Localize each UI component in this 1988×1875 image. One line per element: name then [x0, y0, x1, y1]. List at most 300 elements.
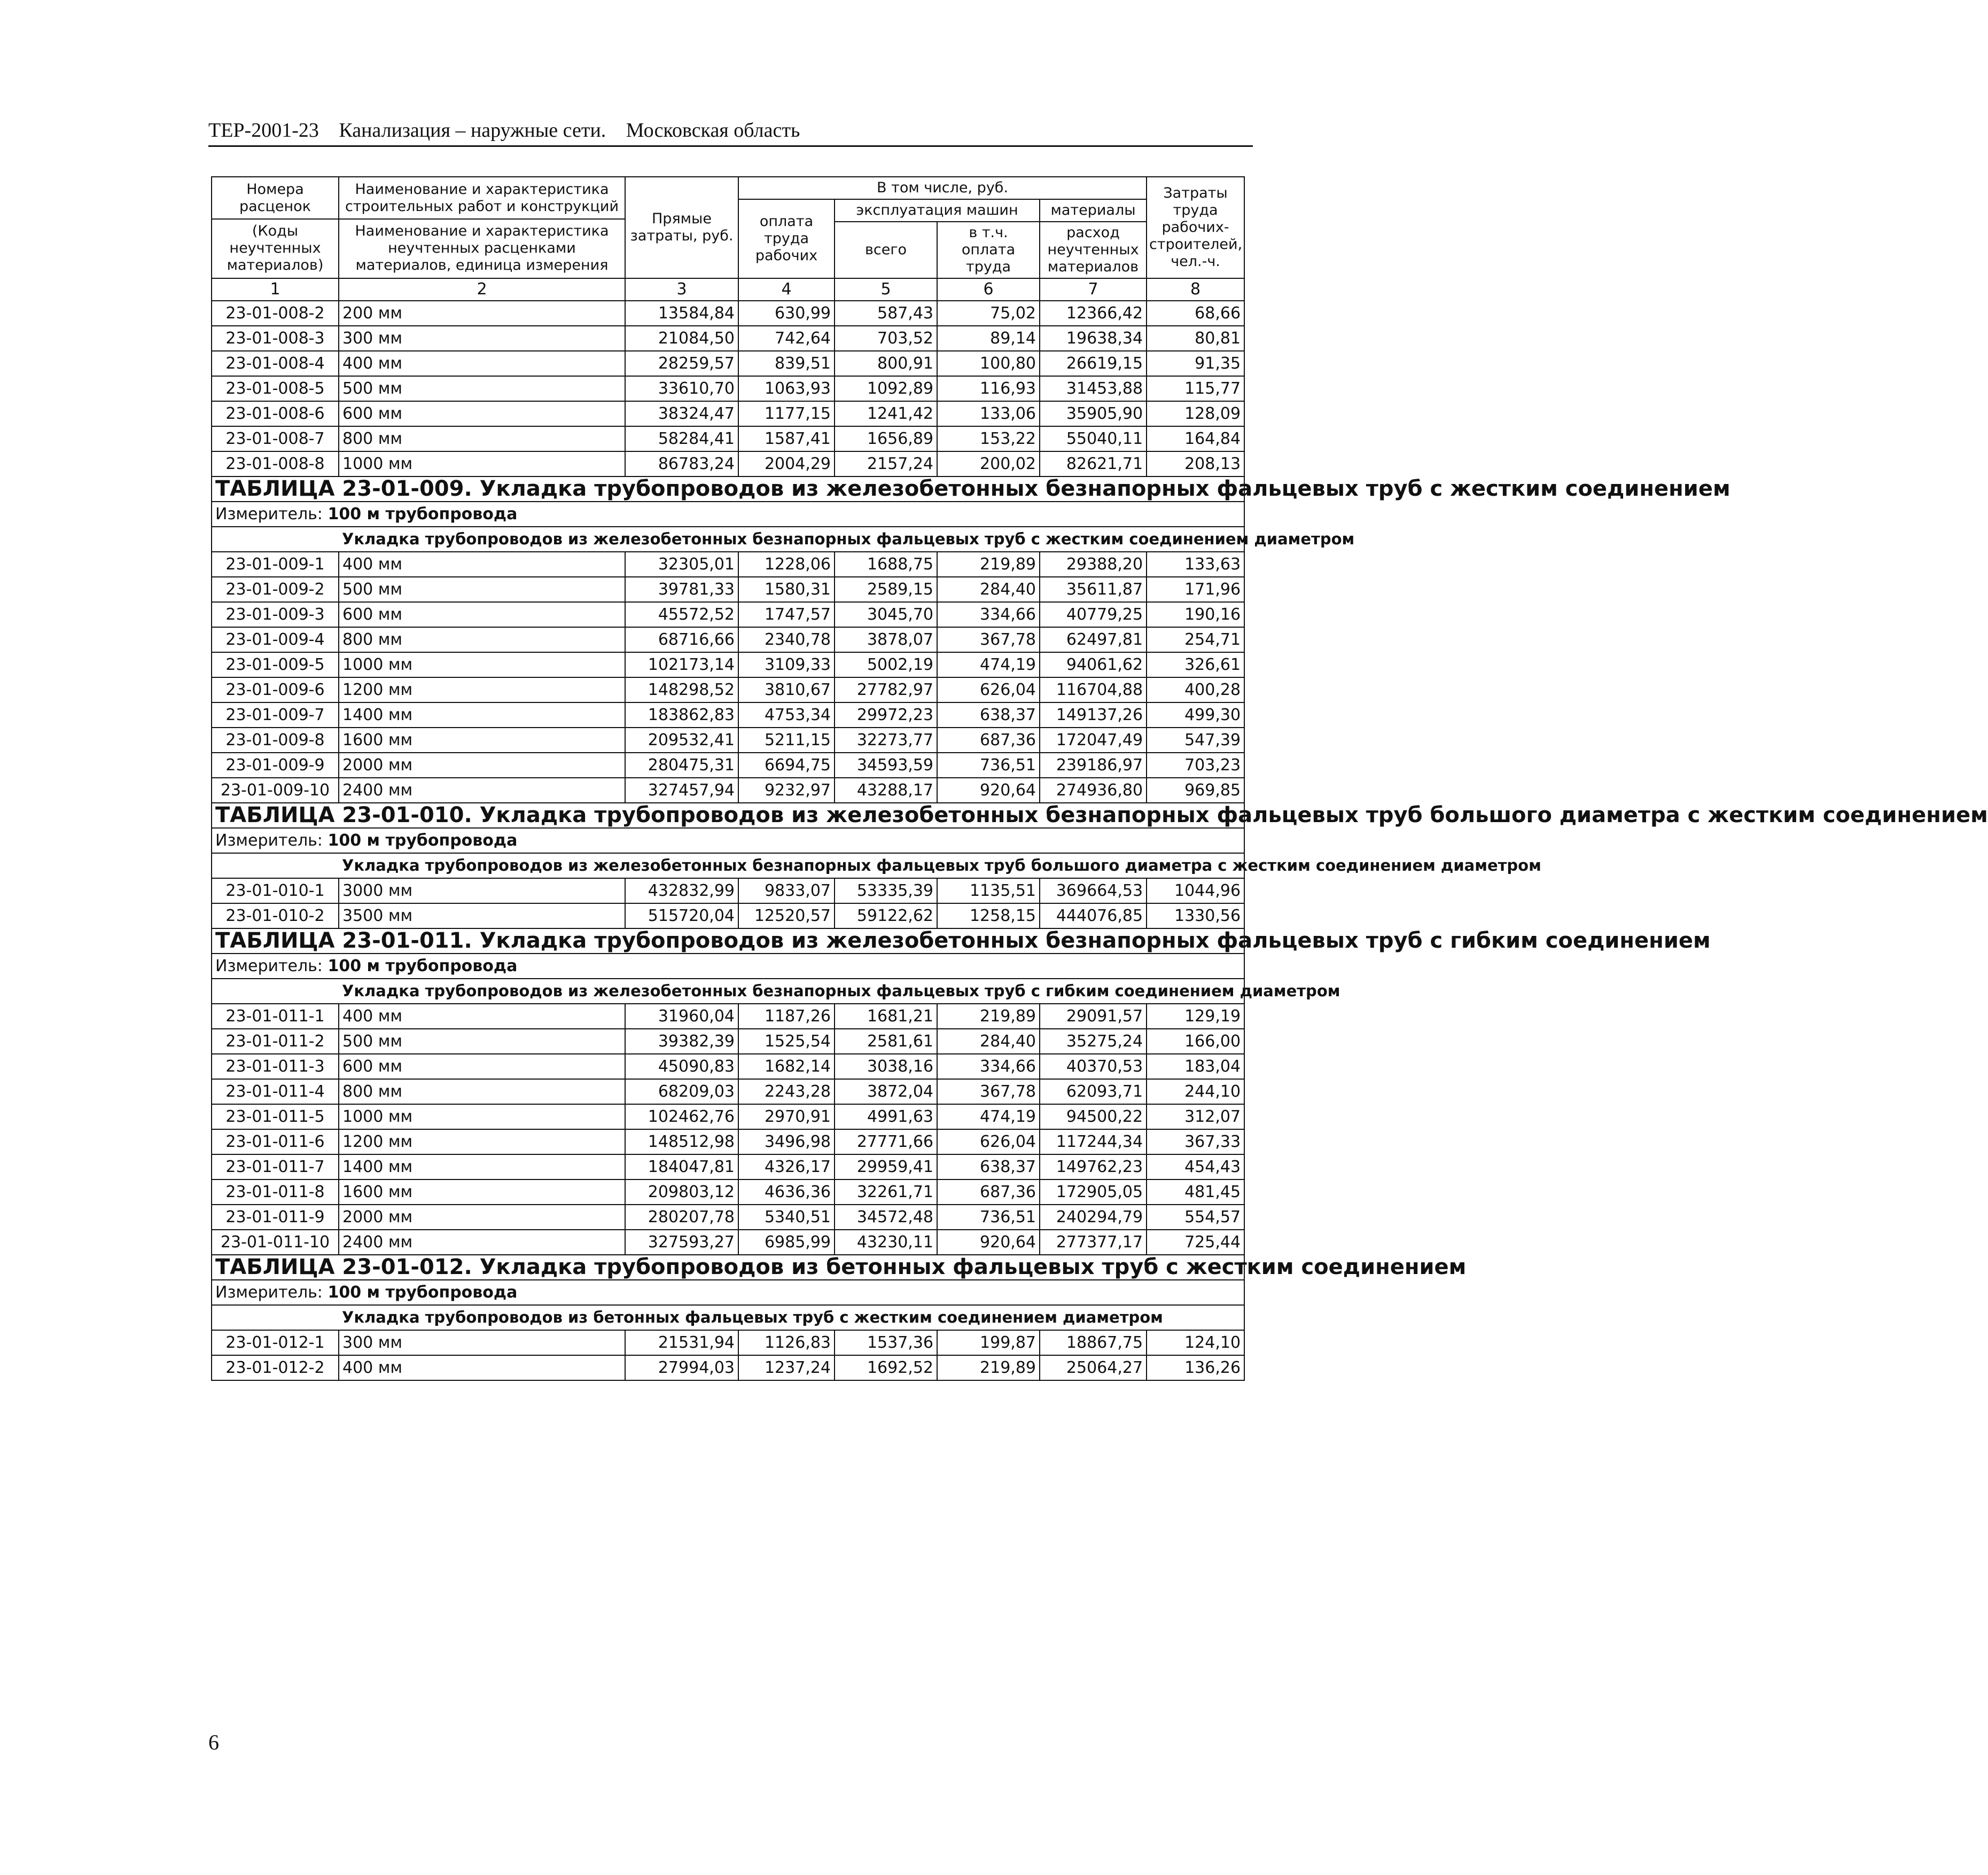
cell-mach-labor: 736,51 — [937, 753, 1040, 778]
measure-row — [212, 828, 1244, 853]
cell-hours: 481,45 — [1147, 1179, 1244, 1205]
table-title: ТАБЛИЦА 23-01-012. Укладка трубопроводов из бетонных фальцевых труб с жестким соединением — [212, 1255, 1244, 1280]
cell-name: 1200 мм — [339, 677, 625, 702]
cell-materials: 62093,71 — [1040, 1079, 1147, 1104]
table-title: ТАБЛИЦА 23-01-009. Укладка трубопроводов из железобетонных безнапорных фальцевых труб с жестким соединением — [212, 476, 1244, 502]
cell-code: 23-01-009-9 — [212, 753, 339, 778]
cell-materials: 35611,87 — [1040, 577, 1147, 602]
cell-direct: 280207,78 — [625, 1205, 738, 1230]
cell-materials: 18867,75 — [1040, 1330, 1147, 1355]
table-row — [212, 451, 1244, 476]
header-col1 — [212, 177, 339, 278]
column-number: 8 — [1147, 278, 1244, 301]
cell-code: 23-01-009-10 — [212, 778, 339, 803]
cell-hours: 725,44 — [1147, 1230, 1244, 1255]
cell-labor: 1237,24 — [738, 1355, 835, 1380]
cell-mach-total: 4991,63 — [835, 1104, 937, 1129]
cell-direct: 432832,99 — [625, 878, 738, 903]
cell-hours: 136,26 — [1147, 1355, 1244, 1380]
cell-materials: 31453,88 — [1040, 376, 1147, 401]
cell-labor: 4636,36 — [738, 1179, 835, 1205]
cell-hours: 326,61 — [1147, 652, 1244, 677]
cell-code: 23-01-012-2 — [212, 1355, 339, 1380]
cell-hours: 133,63 — [1147, 552, 1244, 577]
table-title-row — [212, 1255, 1244, 1280]
cell-code: 23-01-009-8 — [212, 728, 339, 753]
section-spacer — [212, 979, 339, 1004]
cell-name: 300 мм — [339, 1330, 625, 1355]
cell-code: 23-01-009-5 — [212, 652, 339, 677]
cell-name: 1600 мм — [339, 1179, 625, 1205]
cell-materials: 82621,71 — [1040, 451, 1147, 476]
cell-name: 400 мм — [339, 351, 625, 376]
header-machines-group: эксплуатация машин — [835, 199, 1040, 222]
cell-mach-total: 43230,11 — [835, 1230, 937, 1255]
cell-mach-labor: 100,80 — [937, 351, 1040, 376]
cell-name: 800 мм — [339, 1079, 625, 1104]
measure-value: 100 м трубопровода — [328, 1283, 518, 1302]
table-row — [212, 1029, 1244, 1054]
cell-mach-labor: 920,64 — [937, 778, 1040, 803]
section-heading: Укладка трубопроводов из железобетонных безнапорных фальцевых труб с жестким соединением диаметром — [339, 527, 1244, 552]
cell-mach-labor: 219,89 — [937, 552, 1040, 577]
cell-materials: 277377,17 — [1040, 1230, 1147, 1255]
cell-materials: 444076,85 — [1040, 903, 1147, 928]
cell-code: 23-01-008-5 — [212, 376, 339, 401]
cell-mach-total: 3872,04 — [835, 1079, 937, 1104]
cell-mach-labor: 638,37 — [937, 1154, 1040, 1179]
cell-labor: 9833,07 — [738, 878, 835, 903]
cell-labor: 5211,15 — [738, 728, 835, 753]
cell-hours: 400,28 — [1147, 677, 1244, 702]
cell-hours: 68,66 — [1147, 301, 1244, 326]
cell-name: 1400 мм — [339, 702, 625, 728]
cell-materials: 29091,57 — [1040, 1004, 1147, 1029]
table-row — [212, 903, 1244, 928]
cell-name: 2000 мм — [339, 1205, 625, 1230]
cell-direct: 45090,83 — [625, 1054, 738, 1079]
cell-code: 23-01-008-4 — [212, 351, 339, 376]
cell-direct: 39382,39 — [625, 1029, 738, 1054]
cell-direct: 32305,01 — [625, 552, 738, 577]
cell-materials: 239186,97 — [1040, 753, 1147, 778]
cell-mach-total: 3038,16 — [835, 1054, 937, 1079]
cell-labor: 1063,93 — [738, 376, 835, 401]
header-col8: Затраты труда рабочих-строителей, чел.-ч. — [1147, 177, 1244, 278]
cell-mach-total: 43288,17 — [835, 778, 937, 803]
cell-materials: 35905,90 — [1040, 401, 1147, 426]
section-heading: Укладка трубопроводов из железобетонных безнапорных фальцевых труб с гибким соединением диаметром — [339, 979, 1244, 1004]
measure-line — [212, 1280, 1244, 1305]
table-row — [212, 376, 1244, 401]
cell-direct: 209803,12 — [625, 1179, 738, 1205]
cell-code: 23-01-011-6 — [212, 1129, 339, 1154]
cell-hours: 969,85 — [1147, 778, 1244, 803]
cell-labor: 12520,57 — [738, 903, 835, 928]
cell-code: 23-01-010-1 — [212, 878, 339, 903]
cell-mach-labor: 367,78 — [937, 627, 1040, 652]
cell-labor: 2970,91 — [738, 1104, 835, 1129]
header-col2 — [339, 177, 625, 278]
cell-labor: 630,99 — [738, 301, 835, 326]
cell-materials: 274936,80 — [1040, 778, 1147, 803]
cell-mach-labor: 736,51 — [937, 1205, 1040, 1230]
cell-mach-labor: 367,78 — [937, 1079, 1040, 1104]
cell-name: 3500 мм — [339, 903, 625, 928]
cell-materials: 117244,34 — [1040, 1129, 1147, 1154]
header-col1-top: Номера расценок — [212, 178, 338, 220]
table-row — [212, 1004, 1244, 1029]
cell-mach-total: 2157,24 — [835, 451, 937, 476]
cell-materials: 240294,79 — [1040, 1205, 1147, 1230]
cell-mach-labor: 75,02 — [937, 301, 1040, 326]
cell-hours: 1044,96 — [1147, 878, 1244, 903]
column-number: 1 — [212, 278, 339, 301]
cell-labor: 1525,54 — [738, 1029, 835, 1054]
page-number: 6 — [208, 1730, 219, 1754]
cell-labor: 4753,34 — [738, 702, 835, 728]
header-incl-group: В том числе, руб. — [738, 177, 1147, 199]
cell-mach-total: 32261,71 — [835, 1179, 937, 1205]
cell-mach-total: 2581,61 — [835, 1029, 937, 1054]
table-title-row — [212, 476, 1244, 502]
cell-hours: 171,96 — [1147, 577, 1244, 602]
cell-materials: 29388,20 — [1040, 552, 1147, 577]
cell-hours: 554,57 — [1147, 1205, 1244, 1230]
cell-direct: 21531,94 — [625, 1330, 738, 1355]
header-col5: всего — [835, 222, 937, 278]
cell-labor: 3810,67 — [738, 677, 835, 702]
cell-code: 23-01-012-1 — [212, 1330, 339, 1355]
cell-mach-total: 1241,42 — [835, 401, 937, 426]
cell-materials: 19638,34 — [1040, 326, 1147, 351]
cell-code: 23-01-011-4 — [212, 1079, 339, 1104]
cell-name: 600 мм — [339, 401, 625, 426]
cell-mach-labor: 687,36 — [937, 728, 1040, 753]
cell-direct: 102173,14 — [625, 652, 738, 677]
measure-line — [212, 502, 1244, 527]
cell-labor: 839,51 — [738, 351, 835, 376]
cell-labor: 5340,51 — [738, 1205, 835, 1230]
cell-mach-total: 703,52 — [835, 326, 937, 351]
column-number: 7 — [1040, 278, 1147, 301]
cell-code: 23-01-009-2 — [212, 577, 339, 602]
cell-labor: 6985,99 — [738, 1230, 835, 1255]
cell-direct: 38324,47 — [625, 401, 738, 426]
measure-value: 100 м трубопровода — [328, 957, 518, 975]
cell-mach-total: 53335,39 — [835, 878, 937, 903]
cell-hours: 91,35 — [1147, 351, 1244, 376]
cell-mach-total: 2589,15 — [835, 577, 937, 602]
cell-mach-total: 1681,21 — [835, 1004, 937, 1029]
cell-mach-labor: 334,66 — [937, 1054, 1040, 1079]
cell-code: 23-01-011-9 — [212, 1205, 339, 1230]
cell-mach-labor: 116,93 — [937, 376, 1040, 401]
cell-mach-labor: 626,04 — [937, 1129, 1040, 1154]
cell-code: 23-01-009-3 — [212, 602, 339, 627]
cell-name: 200 мм — [339, 301, 625, 326]
cell-mach-labor: 1135,51 — [937, 878, 1040, 903]
table-title: ТАБЛИЦА 23-01-010. Укладка трубопроводов из железобетонных безнапорных фальцевых труб большого диаметра с жестким соединением — [212, 803, 1244, 828]
cell-hours: 124,10 — [1147, 1330, 1244, 1355]
cell-labor: 1587,41 — [738, 426, 835, 451]
section-heading-row — [212, 853, 1244, 878]
cell-name: 1400 мм — [339, 1154, 625, 1179]
cell-mach-labor: 474,19 — [937, 1104, 1040, 1129]
cell-materials: 26619,15 — [1040, 351, 1147, 376]
cell-hours: 166,00 — [1147, 1029, 1244, 1054]
cell-mach-labor: 89,14 — [937, 326, 1040, 351]
cell-mach-labor: 284,40 — [937, 577, 1040, 602]
column-number: 4 — [738, 278, 835, 301]
cell-code: 23-01-011-7 — [212, 1154, 339, 1179]
column-number: 5 — [835, 278, 937, 301]
rates-document — [211, 176, 1988, 1381]
cell-hours: 208,13 — [1147, 451, 1244, 476]
cell-materials: 116704,88 — [1040, 677, 1147, 702]
column-number: 3 — [625, 278, 738, 301]
cell-name: 400 мм — [339, 552, 625, 577]
cell-name: 2000 мм — [339, 753, 625, 778]
cell-hours: 80,81 — [1147, 326, 1244, 351]
cell-materials: 35275,24 — [1040, 1029, 1147, 1054]
table-row — [212, 753, 1244, 778]
cell-name: 3000 мм — [339, 878, 625, 903]
page-header — [208, 119, 1253, 147]
cell-labor: 6694,75 — [738, 753, 835, 778]
cell-name: 400 мм — [339, 1004, 625, 1029]
cell-mach-labor: 920,64 — [937, 1230, 1040, 1255]
section-spacer — [212, 527, 339, 552]
cell-direct: 102462,76 — [625, 1104, 738, 1129]
cell-mach-labor: 474,19 — [937, 652, 1040, 677]
cell-mach-total: 1688,75 — [835, 552, 937, 577]
table-row — [212, 1230, 1244, 1255]
cell-direct: 327457,94 — [625, 778, 738, 803]
column-numbers-row — [212, 278, 1244, 301]
cell-hours: 499,30 — [1147, 702, 1244, 728]
cell-direct: 28259,57 — [625, 351, 738, 376]
cell-code: 23-01-009-4 — [212, 627, 339, 652]
cell-materials: 40779,25 — [1040, 602, 1147, 627]
measure-label: Измеритель: — [215, 1283, 323, 1302]
section-heading-row — [212, 1305, 1244, 1330]
cell-hours: 244,10 — [1147, 1079, 1244, 1104]
cell-mach-total: 27771,66 — [835, 1129, 937, 1154]
header-materials-group: материалы — [1040, 199, 1147, 222]
cell-name: 1000 мм — [339, 1104, 625, 1129]
table-row — [212, 1129, 1244, 1154]
cell-hours: 164,84 — [1147, 426, 1244, 451]
cell-name: 2400 мм — [339, 778, 625, 803]
cell-name: 400 мм — [339, 1355, 625, 1380]
table-row — [212, 552, 1244, 577]
cell-mach-labor: 199,87 — [937, 1330, 1040, 1355]
header-col2-top: Наименование и характеристика строительных работ и конструкций — [339, 178, 625, 220]
cell-direct: 21084,50 — [625, 326, 738, 351]
cell-hours: 128,09 — [1147, 401, 1244, 426]
cell-direct: 27994,03 — [625, 1355, 738, 1380]
doc-region: Московская область — [626, 119, 800, 142]
cell-name: 600 мм — [339, 602, 625, 627]
cell-name: 500 мм — [339, 376, 625, 401]
cell-direct: 280475,31 — [625, 753, 738, 778]
table-title-row — [212, 803, 1244, 828]
cell-direct: 515720,04 — [625, 903, 738, 928]
cell-mach-total: 587,43 — [835, 301, 937, 326]
cell-mach-total: 1092,89 — [835, 376, 937, 401]
cell-mach-total: 5002,19 — [835, 652, 937, 677]
cell-labor: 2243,28 — [738, 1079, 835, 1104]
table-row — [212, 1079, 1244, 1104]
doc-subject: Канализация – наружные сети. — [339, 119, 606, 142]
cell-mach-labor: 219,89 — [937, 1004, 1040, 1029]
table-row — [212, 301, 1244, 326]
cell-labor: 9232,97 — [738, 778, 835, 803]
cell-code: 23-01-009-7 — [212, 702, 339, 728]
cell-direct: 327593,27 — [625, 1230, 738, 1255]
cell-labor: 1177,15 — [738, 401, 835, 426]
rates-table — [211, 176, 1988, 1381]
cell-hours: 183,04 — [1147, 1054, 1244, 1079]
table-row — [212, 702, 1244, 728]
section-spacer — [212, 853, 339, 878]
cell-hours: 703,23 — [1147, 753, 1244, 778]
cell-code: 23-01-010-2 — [212, 903, 339, 928]
cell-hours: 129,19 — [1147, 1004, 1244, 1029]
cell-code: 23-01-009-1 — [212, 552, 339, 577]
table-row — [212, 351, 1244, 376]
table-row — [212, 652, 1244, 677]
table-row — [212, 1104, 1244, 1129]
cell-hours: 547,39 — [1147, 728, 1244, 753]
measure-line — [212, 954, 1244, 979]
cell-mach-labor: 334,66 — [937, 602, 1040, 627]
cell-materials: 172047,49 — [1040, 728, 1147, 753]
cell-direct: 68209,03 — [625, 1079, 738, 1104]
section-heading-row — [212, 527, 1244, 552]
cell-code: 23-01-008-6 — [212, 401, 339, 426]
cell-name: 300 мм — [339, 326, 625, 351]
column-number: 6 — [937, 278, 1040, 301]
cell-labor: 1228,06 — [738, 552, 835, 577]
cell-mach-labor: 219,89 — [937, 1355, 1040, 1380]
cell-direct: 86783,24 — [625, 451, 738, 476]
cell-materials: 40370,53 — [1040, 1054, 1147, 1079]
measure-label: Измеритель: — [215, 957, 323, 975]
cell-code: 23-01-009-6 — [212, 677, 339, 702]
cell-code: 23-01-011-1 — [212, 1004, 339, 1029]
header-col6: в т.ч. оплата труда — [937, 222, 1040, 278]
cell-labor: 2340,78 — [738, 627, 835, 652]
cell-materials: 55040,11 — [1040, 426, 1147, 451]
cell-materials: 369664,53 — [1040, 878, 1147, 903]
cell-mach-total: 59122,62 — [835, 903, 937, 928]
cell-hours: 454,43 — [1147, 1154, 1244, 1179]
cell-mach-labor: 1258,15 — [937, 903, 1040, 928]
cell-mach-labor: 687,36 — [937, 1179, 1040, 1205]
cell-materials: 94500,22 — [1040, 1104, 1147, 1129]
cell-name: 800 мм — [339, 426, 625, 451]
cell-labor: 1126,83 — [738, 1330, 835, 1355]
cell-mach-total: 34593,59 — [835, 753, 937, 778]
cell-code: 23-01-008-8 — [212, 451, 339, 476]
cell-direct: 39781,33 — [625, 577, 738, 602]
table-title: ТАБЛИЦА 23-01-011. Укладка трубопроводов из железобетонных безнапорных фальцевых труб с гибким соединением — [212, 928, 1244, 954]
table-row — [212, 602, 1244, 627]
measure-label: Измеритель: — [215, 505, 323, 524]
cell-mach-total: 3045,70 — [835, 602, 937, 627]
cell-code: 23-01-008-3 — [212, 326, 339, 351]
table-title-row — [212, 928, 1244, 954]
section-heading: Укладка трубопроводов из бетонных фальцевых труб с жестким соединением диаметром — [339, 1305, 1244, 1330]
cell-hours: 115,77 — [1147, 376, 1244, 401]
cell-direct: 31960,04 — [625, 1004, 738, 1029]
cell-direct: 58284,41 — [625, 426, 738, 451]
cell-mach-labor: 200,02 — [937, 451, 1040, 476]
cell-labor: 2004,29 — [738, 451, 835, 476]
cell-mach-total: 1656,89 — [835, 426, 937, 451]
cell-name: 500 мм — [339, 577, 625, 602]
column-number: 2 — [339, 278, 625, 301]
cell-direct: 184047,81 — [625, 1154, 738, 1179]
table-row — [212, 677, 1244, 702]
cell-mach-labor: 626,04 — [937, 677, 1040, 702]
cell-labor: 3109,33 — [738, 652, 835, 677]
cell-hours: 190,16 — [1147, 602, 1244, 627]
cell-materials: 149762,23 — [1040, 1154, 1147, 1179]
cell-mach-total: 1692,52 — [835, 1355, 937, 1380]
table-row — [212, 1205, 1244, 1230]
header-row-1 — [212, 177, 1244, 199]
cell-mach-total: 29972,23 — [835, 702, 937, 728]
cell-name: 600 мм — [339, 1054, 625, 1079]
measure-row — [212, 1280, 1244, 1305]
cell-mach-total: 34572,48 — [835, 1205, 937, 1230]
cell-direct: 45572,52 — [625, 602, 738, 627]
section-heading: Укладка трубопроводов из железобетонных безнапорных фальцевых труб большого диаметра с жестким соединением диаметром — [339, 853, 1244, 878]
measure-label: Измеритель: — [215, 831, 323, 850]
cell-name: 1000 мм — [339, 451, 625, 476]
measure-line — [212, 828, 1244, 853]
cell-direct: 148512,98 — [625, 1129, 738, 1154]
cell-direct: 68716,66 — [625, 627, 738, 652]
cell-name: 500 мм — [339, 1029, 625, 1054]
cell-code: 23-01-011-3 — [212, 1054, 339, 1079]
cell-name: 1000 мм — [339, 652, 625, 677]
table-row — [212, 1179, 1244, 1205]
cell-name: 2400 мм — [339, 1230, 625, 1255]
table-row — [212, 326, 1244, 351]
cell-name: 1200 мм — [339, 1129, 625, 1154]
cell-mach-total: 3878,07 — [835, 627, 937, 652]
cell-materials: 94061,62 — [1040, 652, 1147, 677]
cell-code: 23-01-011-2 — [212, 1029, 339, 1054]
table-row — [212, 878, 1244, 903]
cell-direct: 13584,84 — [625, 301, 738, 326]
cell-labor: 4326,17 — [738, 1154, 835, 1179]
cell-code: 23-01-011-10 — [212, 1230, 339, 1255]
cell-name: 1600 мм — [339, 728, 625, 753]
cell-hours: 312,07 — [1147, 1104, 1244, 1129]
cell-code: 23-01-011-5 — [212, 1104, 339, 1129]
cell-mach-labor: 284,40 — [937, 1029, 1040, 1054]
measure-value: 100 м трубопровода — [328, 505, 518, 524]
cell-materials: 12366,42 — [1040, 301, 1147, 326]
cell-hours: 1330,56 — [1147, 903, 1244, 928]
cell-code: 23-01-008-2 — [212, 301, 339, 326]
cell-mach-labor: 638,37 — [937, 702, 1040, 728]
